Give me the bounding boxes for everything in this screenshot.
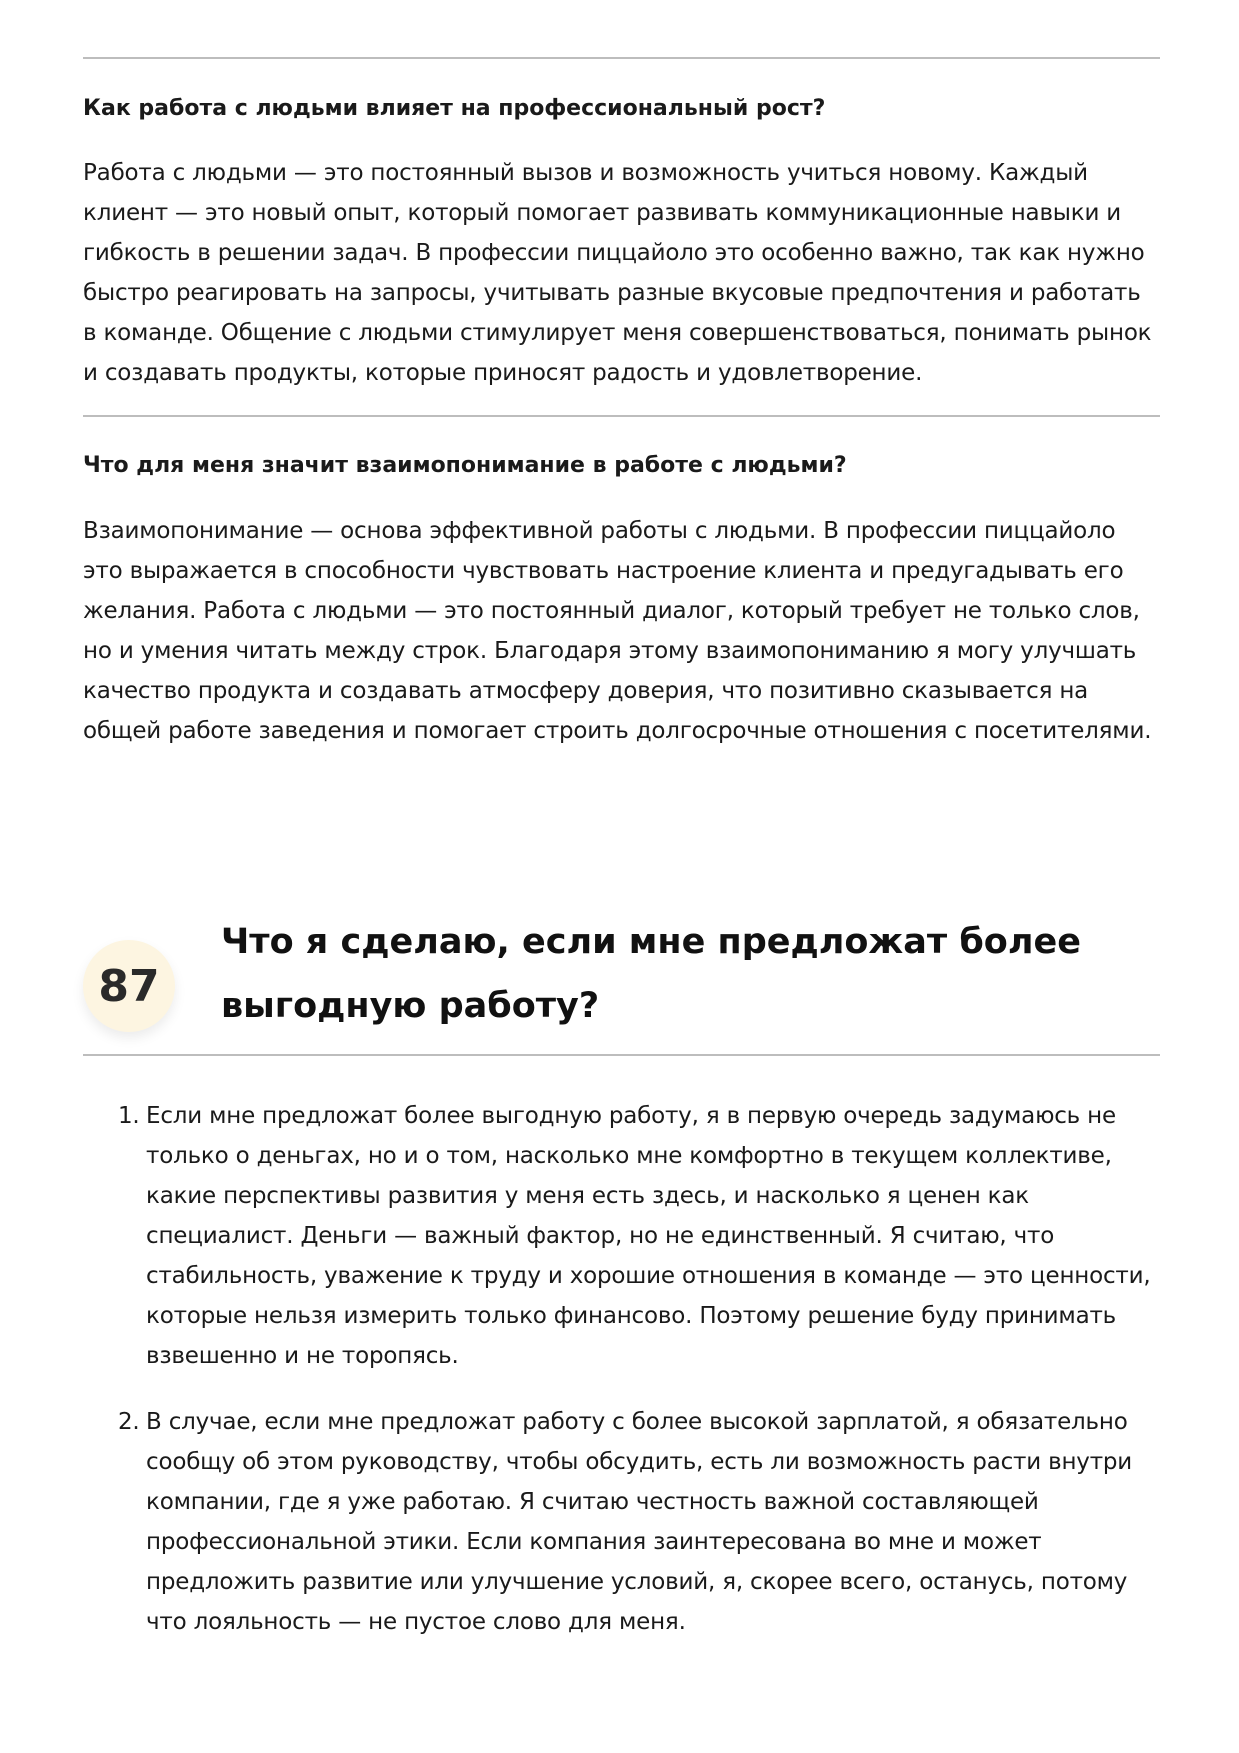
section-header xyxy=(83,922,1160,1060)
list-item-text: В случае, если мне предложат работу с более высокой зарплатой, я обязательно сообщу об этом руководству, чтобы обсудить, есть ли возможность расти внутри компании, где я уже работаю. Я считаю честность важной составляющей профессиональной этики. Если компания заинтересована во мне и может предложить развитие или улучшение условий, я, скорее всего, останусь, потому что лояльность — не пустое слово для меня. xyxy=(146,1409,1133,1635)
section-title: Что я сделаю, если мне предложат более выгодную работу? xyxy=(221,922,1081,1026)
list-item-text: Если мне предложат более выгодную работу, я в первую очередь задумаюсь не только о деньгах, но и о том, насколько мне комфортно в текущем коллективе, какие перспективы развития у меня есть здесь, и насколько я ценен как специалист. Деньги — важный фактор, но не единственный. Я считаю, что стабильность, уважение к труду и хорошие отношения в команде — это ценности, которые нельзя измерить только финансово. Поэтому решение буду принимать взвешенно и не торопясь. xyxy=(146,1103,1151,1369)
divider xyxy=(83,415,1160,417)
question-heading: Как работа с людьми влияет на профессиональный рост? xyxy=(83,96,826,121)
answer-paragraph: Взаимопонимание — основа эффективной работы с людьми. В профессии пиццайоло это выражается в способности чувствовать настроение клиента и предугадывать его желания. Работа с людьми — это постоянный диалог, который требует не только слов, но и умения читать между строк. Благодаря этому взаимопониманию я могу улучшать качество продукта и создавать атмосферу доверия, что позитивно сказывается на общей работе заведения и помогает строить долгосрочные отношения с посетителями. xyxy=(83,518,1152,744)
divider xyxy=(83,57,1160,59)
answer-paragraph: Работа с людьми — это постоянный вызов и возможность учиться новому. Каждый клиент — это новый опыт, который помогает развивать коммуникационные навыки и гибкость в решении задач. В профессии пиццайоло это особенно важно, так как нужно быстро реагировать на запросы, учитывать разные вкусовые предпочтения и работать в команде. Общение с людьми стимулирует меня совершенствоваться, понимать рынок и создавать продукты, которые приносят радость и удовлетворение. xyxy=(83,160,1152,386)
list-item xyxy=(83,1096,1160,1376)
list-marker: 1. xyxy=(118,1103,140,1129)
section-number-badge: 87 xyxy=(83,940,175,1032)
question-heading: Что для меня значит взаимопонимание в работе с людьми? xyxy=(83,453,847,478)
divider xyxy=(83,1054,1160,1056)
answer-list xyxy=(83,1096,1160,1642)
list-item xyxy=(83,1402,1160,1642)
list-marker: 2. xyxy=(118,1409,140,1435)
